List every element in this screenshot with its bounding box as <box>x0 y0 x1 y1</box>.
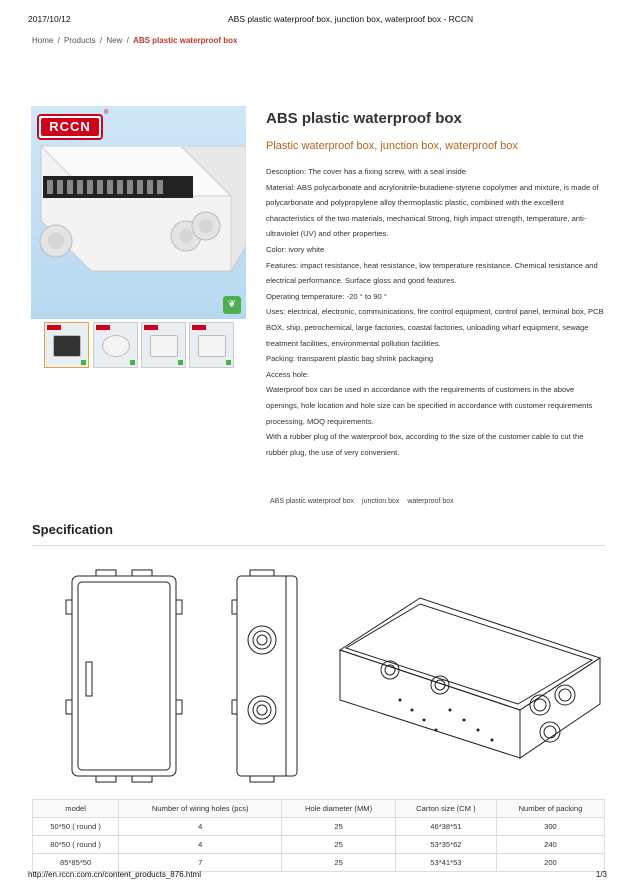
thumbnail-2[interactable] <box>93 322 138 368</box>
breadcrumb-separator: / <box>126 36 129 45</box>
thumbnail-3[interactable] <box>141 322 186 368</box>
column-header: model <box>33 800 119 818</box>
table-cell: 4 <box>119 836 282 854</box>
print-date: 2017/10/12 <box>28 14 71 24</box>
table-cell: 4 <box>119 818 282 836</box>
table-cell: 50*50 ( round ) <box>33 818 119 836</box>
breadcrumb-new[interactable]: New <box>106 36 123 45</box>
desc-line: Access hole: <box>266 369 310 379</box>
page-number: 1/3 <box>595 870 607 879</box>
table-cell: 200 <box>496 854 604 872</box>
product-subtitle: Plastic waterproof box, junction box, waterproof box <box>266 140 518 152</box>
table-cell: 25 <box>282 854 396 872</box>
thumb-leaf-icon <box>226 360 231 365</box>
column-header: Number of packing <box>496 800 604 818</box>
tag-list <box>270 498 460 505</box>
product-main-image[interactable] <box>31 106 246 319</box>
table-cell: 25 <box>282 836 396 854</box>
thumb-logo-icon <box>144 325 158 330</box>
thumb-box-icon <box>198 335 226 357</box>
desc-line: Color: ivory white <box>266 244 325 254</box>
print-doc-title: ABS plastic waterproof box, junction box, waterproof box - RCCN <box>228 14 474 24</box>
table-row <box>33 854 605 872</box>
table-cell: 53*35*62 <box>395 836 496 854</box>
table-cell: 25 <box>282 818 396 836</box>
desc-line: With a rubber plug of the waterproof box, according to the size of the customer cable to cut the rubber plug, the use of very convenient. <box>266 432 584 457</box>
breadcrumb <box>32 36 238 45</box>
print-url: http://en.rccn.com.cn/content_products_876.html <box>28 870 201 879</box>
tag-link[interactable]: ABS plastic waterproof box <box>270 498 355 505</box>
desc-line: Waterproof box can be used in accordance with the requirements of customers in the above openings, hole location and hole size can be specified in accordance with customer requirements processing, MOQ requirements. <box>266 385 593 426</box>
breadcrumb-separator: / <box>57 36 60 45</box>
desc-line: Features: impact resistance, heat resistance, low temperature resistance. Chemical resistance and electrical performance. Surface gloss and good features. <box>266 260 598 286</box>
registered-mark: ® <box>104 110 109 116</box>
column-header: Number of wiring holes (pcs) <box>119 800 282 818</box>
desc-line: Material: ABS polycarbonate and acrylonitrile-butadiene-styrene copolymer and mixture, is made of polycarbonate and polypropylene alloy thermoplastic plastic, combined with the excellent characteristics of the two materials, mechanical Strong, high impact strength, temperature, anti-ultraviolet (UV) and other properties. <box>266 182 599 239</box>
table-row <box>33 818 605 836</box>
desc-line: Operating temperature: -20 ° to 90 ° <box>266 291 387 301</box>
thumb-box-icon <box>150 335 178 357</box>
thumbnail-4[interactable] <box>189 322 234 368</box>
thumb-leaf-icon <box>178 360 183 365</box>
thumbnail-1[interactable] <box>44 322 89 368</box>
table-cell: 46*38*51 <box>395 818 496 836</box>
rccn-logo-text: RCCN <box>41 118 99 136</box>
table-cell: 85*85*50 <box>33 854 119 872</box>
table-row <box>33 836 605 854</box>
thumb-logo-icon <box>192 325 206 330</box>
thumb-logo-icon <box>47 325 61 330</box>
thumb-leaf-icon <box>81 360 86 365</box>
breadcrumb-separator: / <box>99 36 103 45</box>
specification-heading: Specification <box>32 522 113 537</box>
thumb-leaf-icon <box>130 360 135 365</box>
desc-line: Packing: transparent plastic bag shrink packaging <box>266 354 434 364</box>
leaf-icon: ❦ <box>223 296 241 314</box>
breadcrumb-current: ABS plastic waterproof box <box>133 36 238 45</box>
breadcrumb-products[interactable]: Products <box>64 36 96 45</box>
desc-line: Uses: electrical, electronic, communications, fire control equipment, control panel, terminal box, PCB BOX, ship, petrochemical, large factories, coastal factories, unloading wharf equipment, sewage treatment facilities, environmental pollution facilities. <box>266 307 604 348</box>
column-header: Carton size (CM ) <box>395 800 496 818</box>
rccn-logo <box>37 114 103 140</box>
column-header: Hole diameter (MM) <box>282 800 396 818</box>
product-title: ABS plastic waterproof box <box>266 110 462 127</box>
tag-link[interactable]: waterproof box <box>407 498 454 505</box>
thumb-logo-icon <box>96 325 110 330</box>
tag-link[interactable]: junction box <box>362 498 400 505</box>
print-header <box>28 14 607 28</box>
table-cell: 80*50 ( round ) <box>33 836 119 854</box>
breadcrumb-home[interactable]: Home <box>32 36 54 45</box>
specification-table <box>32 799 605 872</box>
table-header-row <box>33 800 605 818</box>
desc-line: Description: The cover has a fixing screw, with a seal inside <box>266 167 466 176</box>
product-description <box>266 164 604 460</box>
thumb-box-icon <box>102 335 130 357</box>
thumb-box-icon <box>53 335 81 357</box>
table-cell: 7 <box>119 854 282 872</box>
technical-drawing <box>40 560 610 785</box>
divider <box>32 545 605 546</box>
table-cell: 53*41*53 <box>395 854 496 872</box>
table-cell: 300 <box>496 818 604 836</box>
table-cell: 240 <box>496 836 604 854</box>
